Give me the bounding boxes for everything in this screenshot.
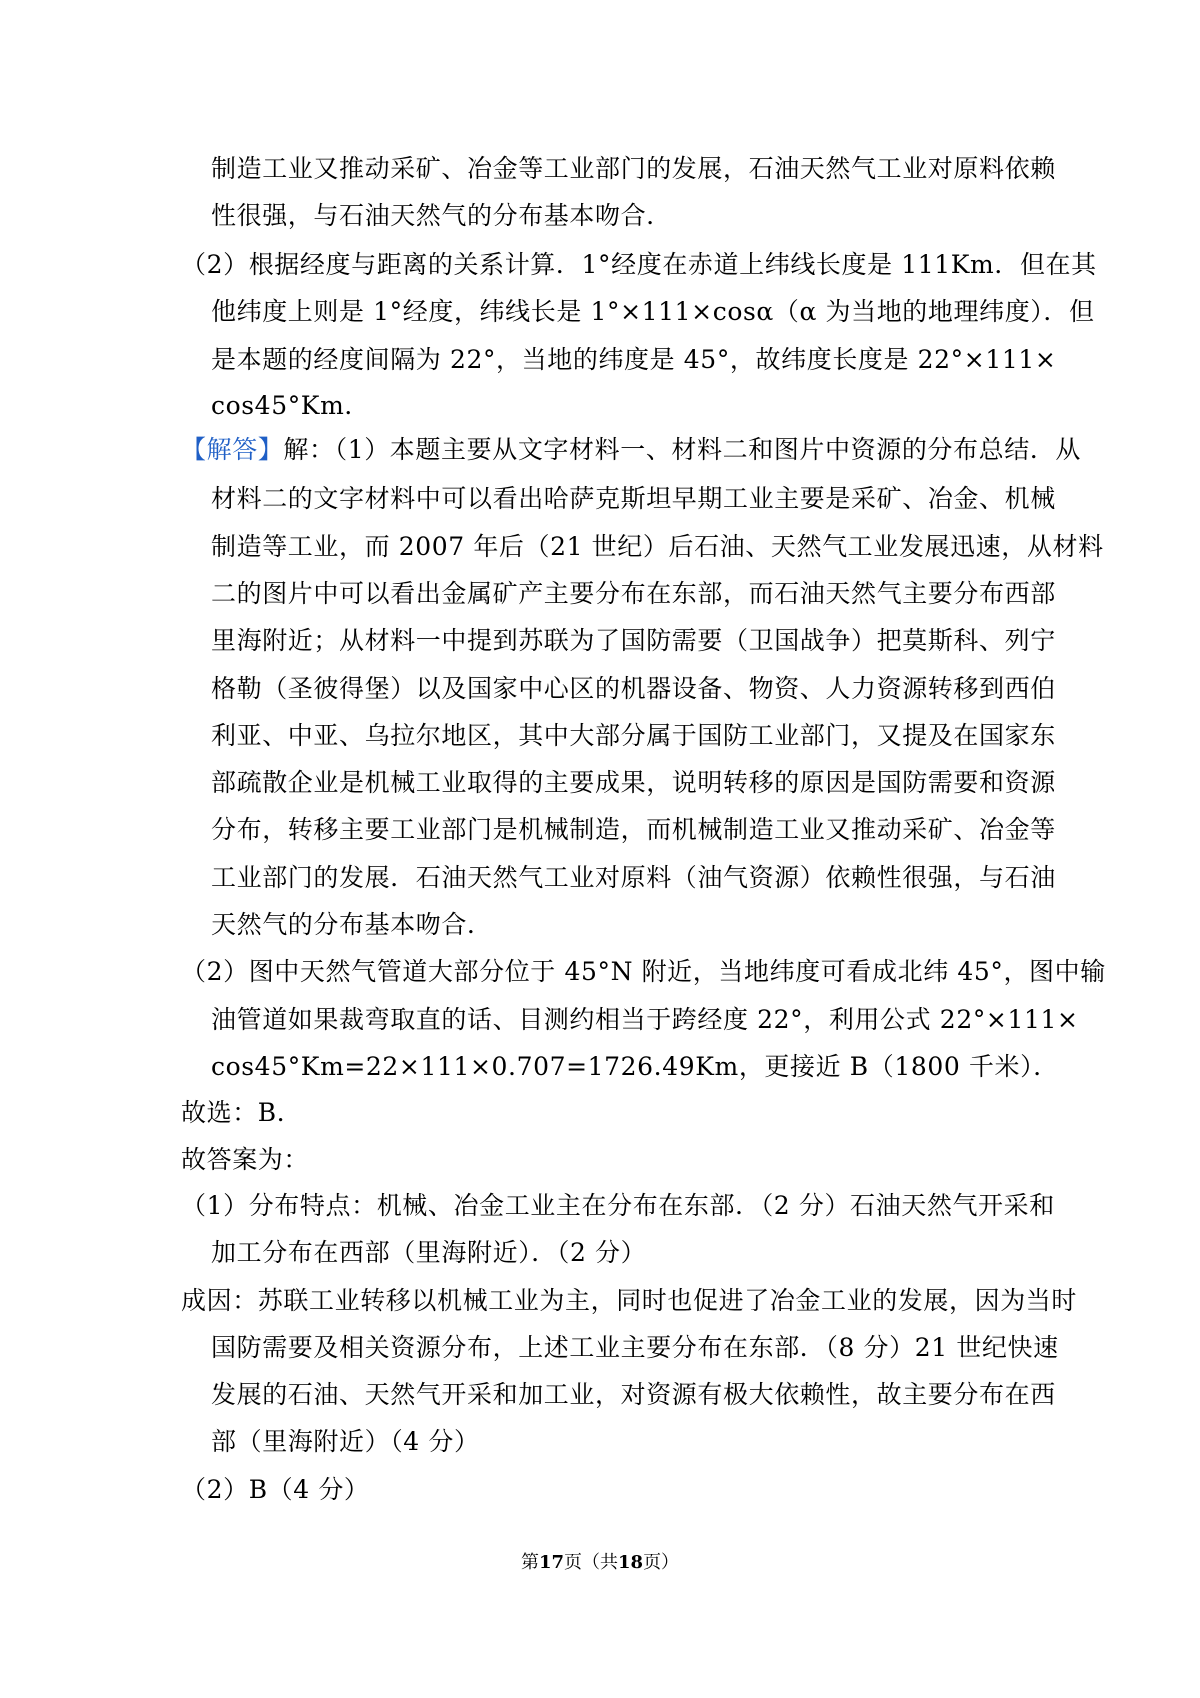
- final-cause-line-2: 国防需要及相关资源分布，上述工业主要分布在东部．（8 分）21 世纪快速: [211, 1333, 1059, 1362]
- answer-label: 【解答】: [181, 435, 284, 464]
- answer-part1-line-4: 二的图片中可以看出金属矿产主要分布在东部，而石油天然气主要分布西部: [211, 579, 1056, 608]
- final-cause-line-3: 发展的石油、天然气开采和加工业，对资源有极大依赖性，故主要分布在西: [211, 1380, 1056, 1409]
- answer-part1-line-8: 部疏散企业是机械工业取得的主要成果，说明转移的原因是国防需要和资源: [211, 768, 1056, 797]
- final-cause-line-1: 成因：苏联工业转移以机械工业为主，同时也促进了冶金工业的发展，因为当时: [181, 1286, 1078, 1315]
- answer-intro: 故答案为：: [181, 1145, 310, 1174]
- footer-total-pages: 18: [618, 1552, 644, 1573]
- analysis-line-1: 制造工业又推动采矿、冶金等工业部门的发展，石油天然气工业对原料依赖: [211, 154, 1056, 183]
- answer-part2-line-3: cos45°Km=22×111×0.707=1726.49Km，更接近 B（1800 千米）．: [211, 1052, 1059, 1081]
- footer-prefix: 第: [520, 1552, 539, 1573]
- answer-part1-line-5: 里海附近；从材料一中提到苏联为了国防需要（卫国战争）把莫斯科、列宁: [211, 626, 1056, 655]
- final-part1-line-1: （1）分布特点：机械、冶金工业主在分布在东部．（2 分）石油天然气开采和: [181, 1191, 1055, 1220]
- analysis-part2-line-4: cos45°Km．: [211, 391, 370, 420]
- answer-part1-line-11: 天然气的分布基本吻合．: [211, 910, 493, 939]
- choice-line: 故选：B．: [181, 1098, 303, 1127]
- answer-part1-line-3: 制造等工业，而 2007 年后（21 世纪）后石油、天然气工业发展迅速，从材料: [211, 532, 1104, 561]
- analysis-part2-line-2: 他纬度上则是 1°经度，纬线长是 1°×111×cosα（α 为当地的地理纬度）．但: [211, 297, 1095, 326]
- answer-part1-line-10: 工业部门的发展．石油天然气工业对原料（油气资源）依赖性很强，与石油: [211, 863, 1056, 892]
- footer-suffix: 页）: [643, 1552, 680, 1573]
- footer-middle: 页（共: [564, 1552, 618, 1573]
- analysis-line-2: 性很强，与石油天然气的分布基本吻合．: [211, 201, 672, 230]
- page-footer: [0, 1548, 1200, 1574]
- analysis-part2-line-3: 是本题的经度间隔为 22°，当地的纬度是 45°，故纬度长度是 22°×111×: [211, 345, 1057, 374]
- answer-first-line: [181, 433, 1081, 467]
- answer-part1-line-6: 格勒（圣彼得堡）以及国家中心区的机器设备、物资、人力资源转移到西伯: [211, 674, 1056, 703]
- answer-part1-line-1: 解：（1）本题主要从文字材料一、材料二和图片中资源的分布总结．从: [283, 435, 1082, 464]
- answer-part1-line-9: 分布，转移主要工业部门是机械制造，而机械制造工业又推动采矿、冶金等: [211, 815, 1056, 844]
- answer-part2-line-1: （2）图中天然气管道大部分位于 45°N 附近，当地纬度可看成北纬 45°，图中输: [181, 957, 1106, 986]
- final-part1-line-2: 加工分布在西部（里海附近）．（2 分）: [211, 1238, 647, 1267]
- answer-part2-line-2: 油管道如果裁弯取直的话、目测约相当于跨经度 22°，利用公式 22°×111×: [211, 1005, 1079, 1034]
- final-part2-line: （2）B（4 分）: [181, 1475, 370, 1504]
- footer-page-number: 17: [538, 1552, 564, 1573]
- analysis-part2-line-1: （2）根据经度与距离的关系计算．1°经度在赤道上纬线长度是 111Km．但在其: [181, 250, 1097, 279]
- final-cause-line-4: 部（里海附近）（4 分）: [211, 1427, 480, 1456]
- answer-part1-line-2: 材料二的文字材料中可以看出哈萨克斯坦早期工业主要是采矿、冶金、机械: [211, 484, 1056, 513]
- answer-part1-line-7: 利亚、中亚、乌拉尔地区，其中大部分属于国防工业部门，又提及在国家东: [211, 721, 1056, 750]
